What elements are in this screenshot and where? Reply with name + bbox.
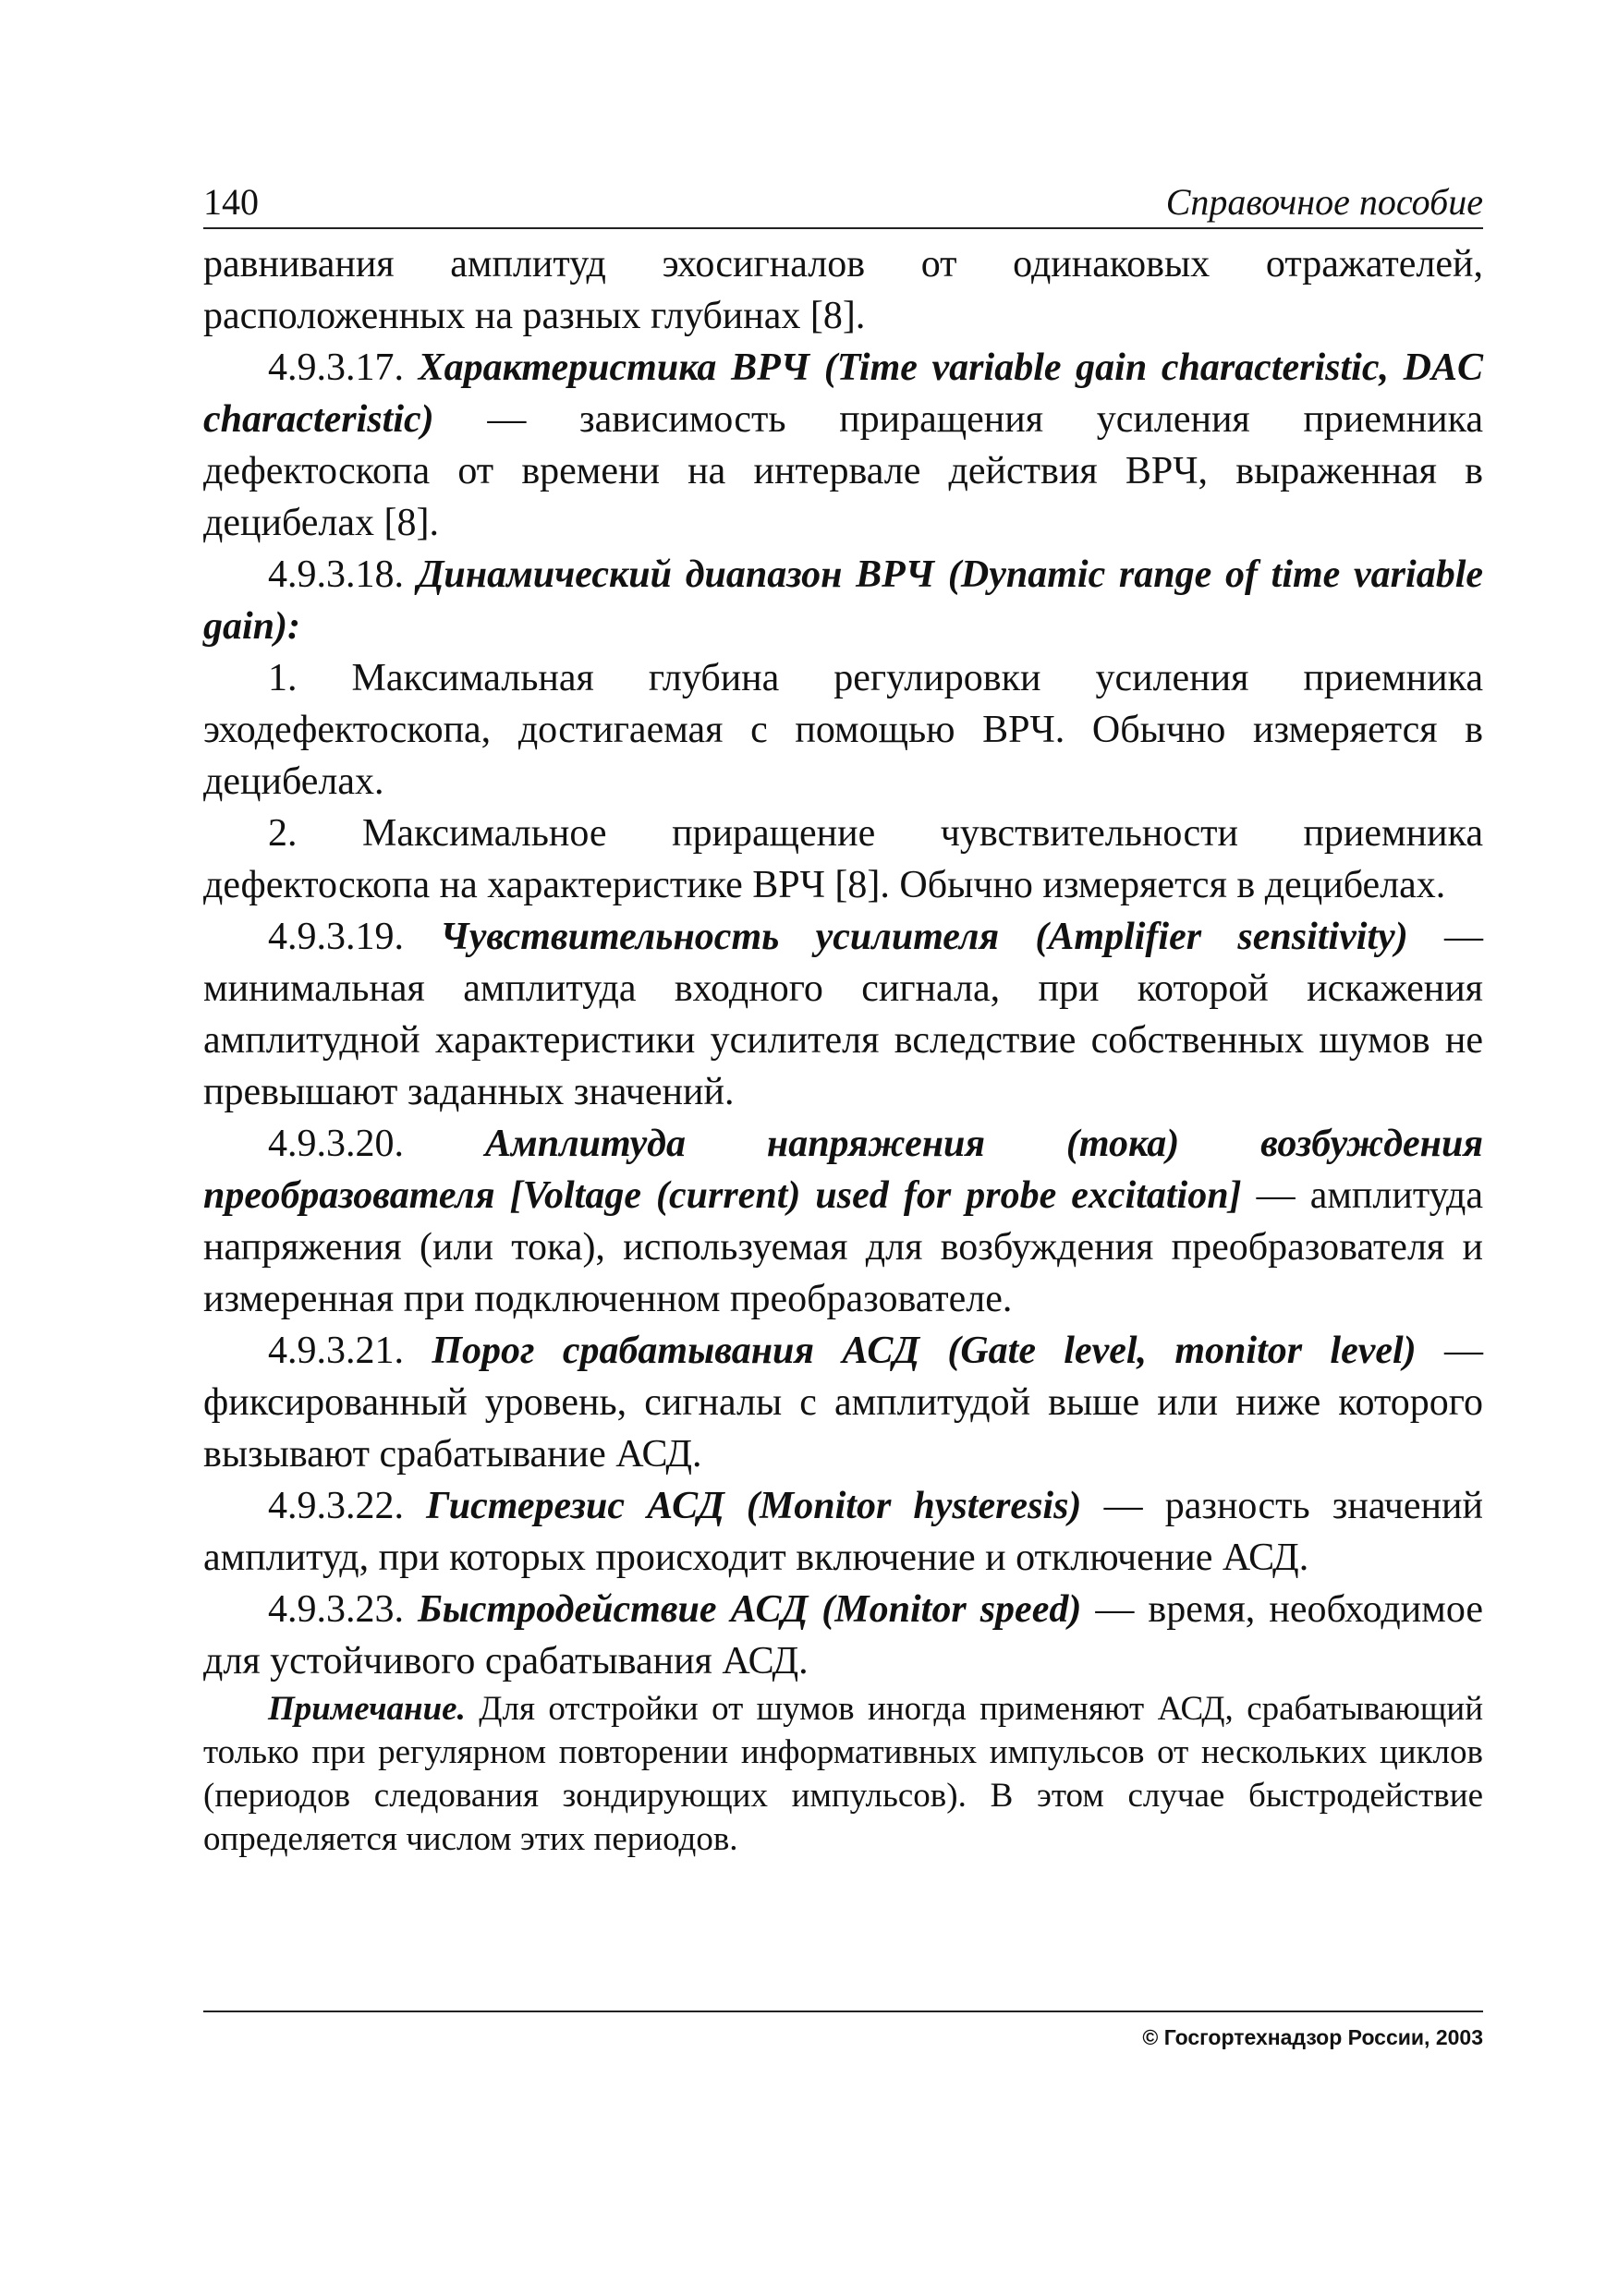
- footer-rule: [203, 2011, 1483, 2012]
- note-text: Для отстройки от шумов иногда применяют АСД, срабатывающий только при регулярном повторении информативных импульсов от нескольких циклов (периодов следования зондирующих импульсов). В этом случае быстродействие определяется числом этих периодов.: [203, 1690, 1483, 1858]
- definition-text: — зависимость приращения усиления приемника дефектоскопа от времени на интервале действия ВРЧ, выраженная в децибелах [8].: [203, 398, 1483, 544]
- note-title: Примечание.: [268, 1690, 466, 1728]
- paragraph-continuation: равнивания амплитуд эхосигналов от одинаковых отражателей, расположенных на разных глубинах [8].: [203, 243, 1483, 337]
- definition-4-9-3-22: [203, 1480, 1483, 1584]
- definition-4-9-3-19: [203, 911, 1483, 1118]
- definition-text: — время, необходимое для устойчивого срабатывания АСД.: [203, 1588, 1484, 1683]
- term: Амплитуда напряжения (тока) возбуждения преобразователя [Voltage (current) used for probe excitation]: [203, 1123, 1483, 1217]
- running-title: Справочное пособие: [1165, 181, 1483, 223]
- clause-number: 4.9.3.17.: [268, 346, 419, 389]
- term: Гистерезис АСД (Monitor hysteresis): [426, 1485, 1082, 1527]
- definition-4-9-3-23: [203, 1584, 1483, 1687]
- clause-number: 4.9.3.19.: [268, 916, 441, 958]
- term: Чувствительность усилителя (Amplifier sensitivity): [440, 916, 1408, 958]
- definition-text: — разность значений амплитуд, при которых происходит включение и отключение АСД.: [203, 1485, 1483, 1579]
- term: Быстродействие АСД (Monitor speed): [418, 1588, 1082, 1631]
- list-item-2: 2. Максимальное приращение чувствительности приемника дефектоскопа на характеристике ВРЧ [8]. Обычно измеряется в децибелах.: [203, 812, 1483, 906]
- clause-number: 4.9.3.18.: [268, 553, 418, 596]
- page-number: 140: [203, 181, 259, 223]
- clause-number: 4.9.3.23.: [268, 1588, 419, 1631]
- definition-text: — фиксированный уровень, сигналы с амплитудой выше или ниже которого вызывают срабатывание АСД.: [203, 1330, 1483, 1476]
- clause-number: 4.9.3.21.: [268, 1330, 432, 1372]
- note: [203, 1687, 1483, 1861]
- header-rule: [203, 227, 1483, 229]
- definition-4-9-3-20: [203, 1118, 1483, 1325]
- term: Динамический диапазон ВРЧ (Dynamic range of time variable gain):: [203, 553, 1484, 648]
- copyright-footer: © Госгортехнадзор России, 2003: [1142, 2025, 1483, 2049]
- term: Характеристика ВРЧ (Time variable gain characteristic, DAC characteristic): [203, 346, 1483, 441]
- body-text: [203, 238, 1483, 1861]
- definition-text: — амплитуда напряжения (или тока), используемая для возбуждения преобразователя и измеренная при подключенном преобразователе.: [203, 1174, 1483, 1320]
- definition-4-9-3-17: [203, 342, 1483, 549]
- list-item-1: 1. Максимальная глубина регулировки усиления приемника эходефектоскопа, достигаемая с помощью ВРЧ. Обычно измеряется в децибелах.: [203, 657, 1483, 803]
- definition-text: — минимальная амплитуда входного сигнала, при которой искажения амплитудной характеристики усилителя вследствие собственных шумов не превышают заданных значений.: [203, 916, 1484, 1113]
- definition-4-9-3-18: [203, 549, 1483, 652]
- term: Порог срабатывания АСД (Gate level, monitor level): [432, 1330, 1417, 1372]
- definition-4-9-3-21: [203, 1325, 1483, 1480]
- clause-number: 4.9.3.20.: [268, 1123, 485, 1165]
- clause-number: 4.9.3.22.: [268, 1485, 427, 1527]
